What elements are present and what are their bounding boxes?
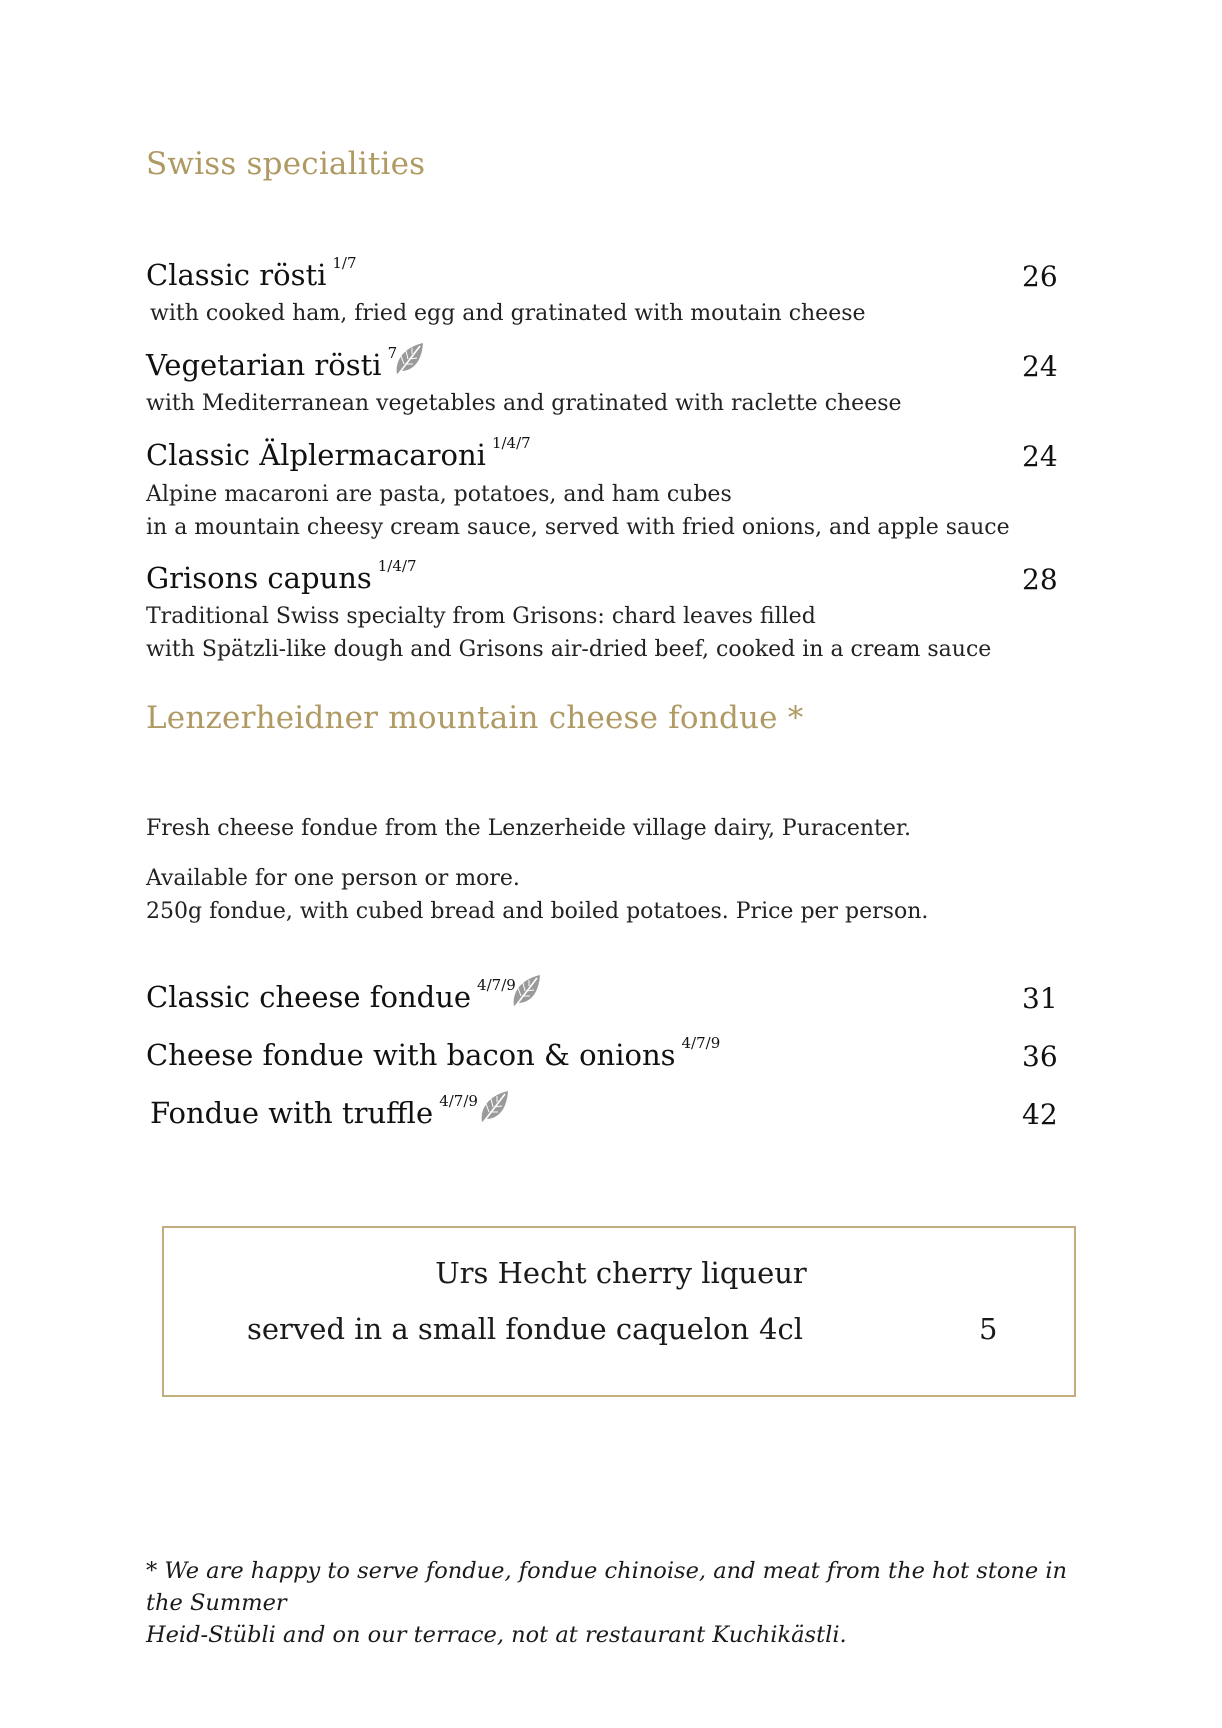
section-title-swiss: Swiss specialities xyxy=(146,146,426,182)
footnote-line: * We are happy to serve fondue, fondue chinoise, and meat from the hot stone in the Summer xyxy=(146,1558,1068,1616)
fondue-intro: Fresh cheese fondue from the Lenzerheide village dairy, Puracenter. xyxy=(146,816,911,841)
dish-name-classic-cheese-fondue xyxy=(146,976,516,1014)
leaf-icon xyxy=(392,340,426,378)
section-title-fondue: Lenzerheidner mountain cheese fondue * xyxy=(146,700,804,736)
dish-label: Vegetarian rösti xyxy=(146,348,382,382)
price: 31 xyxy=(1022,982,1058,1015)
liqueur-volume: 4cl xyxy=(759,1312,803,1346)
dish-label: Grisons capuns xyxy=(146,561,372,595)
leaf-icon xyxy=(477,1088,511,1126)
footnote xyxy=(146,1555,1106,1651)
dish-name-fondue-truffle xyxy=(150,1092,478,1130)
price: 24 xyxy=(1022,350,1058,383)
allergen-codes: 7 xyxy=(387,344,398,362)
allergen-codes: 1/4/7 xyxy=(491,434,531,452)
dish-description: with Mediterranean vegetables and gratinated with raclette cheese xyxy=(146,391,902,416)
dish-label: Classic Älplermacaroni xyxy=(146,438,486,472)
price: 36 xyxy=(1022,1040,1058,1073)
dish-name-alplermacaroni xyxy=(146,434,531,472)
allergen-codes: 4/7/9 xyxy=(681,1034,721,1052)
liqueur-box xyxy=(162,1226,1076,1397)
footnote-line: Heid-Stübli and on our terrace, not at restaurant Kuchikästli. xyxy=(146,1622,847,1648)
leaf-icon xyxy=(509,972,543,1010)
price: 24 xyxy=(1022,440,1058,473)
dish-label: Classic cheese fondue xyxy=(146,980,472,1014)
dish-label: Classic rösti xyxy=(146,258,327,292)
fondue-intro: Available for one person or more. xyxy=(146,866,520,891)
dish-name-vegetarian-rosti xyxy=(146,344,398,382)
allergen-codes: 1/4/7 xyxy=(377,557,417,575)
dish-description: Alpine macaroni are pasta, potatoes, and ham cubes xyxy=(146,482,732,507)
allergen-codes: 4/7/9 xyxy=(439,1092,478,1110)
price: 42 xyxy=(1022,1098,1058,1131)
allergen-codes: 1/7 xyxy=(332,254,357,272)
liqueur-price: 5 xyxy=(979,1312,998,1346)
dish-description: with cooked ham, fried egg and gratinated with moutain cheese xyxy=(150,301,866,326)
dish-description: with Spätzli-like dough and Grisons air-dried beef, cooked in a cream sauce xyxy=(146,637,992,662)
price: 28 xyxy=(1022,563,1058,596)
dish-label: Fondue with truffle xyxy=(150,1096,434,1130)
dish-description: in a mountain cheesy cream sauce, served with fried onions, and apple sauce xyxy=(146,515,1010,540)
liqueur-description: served in a small fondue caquelon xyxy=(247,1312,750,1346)
fondue-intro: 250g fondue, with cubed bread and boiled potatoes. Price per person. xyxy=(146,899,929,924)
dish-description: Traditional Swiss specialty from Grisons: chard leaves filled xyxy=(146,604,816,629)
dish-name-fondue-bacon-onions xyxy=(146,1034,721,1072)
dish-name-grisons-capuns xyxy=(146,557,417,595)
dish-label: Cheese fondue with bacon & onions xyxy=(146,1038,676,1072)
dish-name-classic-rosti xyxy=(146,254,357,292)
allergen-codes: 4/7/9 xyxy=(477,976,516,994)
price: 26 xyxy=(1022,260,1058,293)
liqueur-title: Urs Hecht cherry liqueur xyxy=(435,1256,807,1290)
